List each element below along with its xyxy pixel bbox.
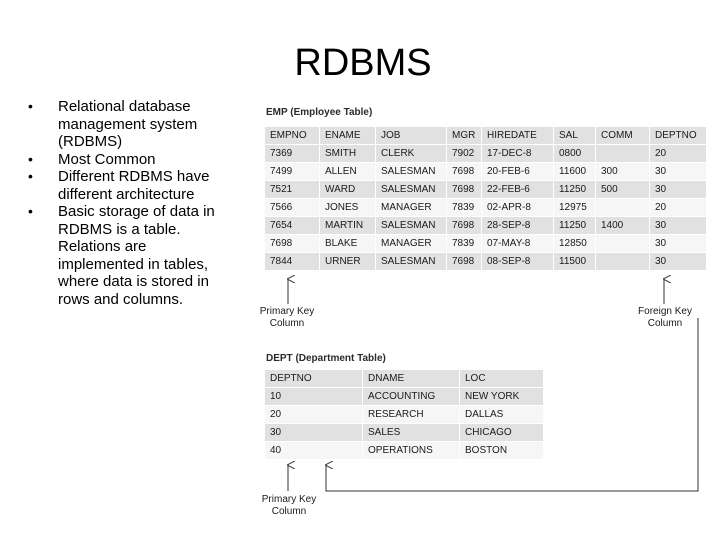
emp-table-row-cell: 07-MAY-8 xyxy=(482,235,554,253)
emp-table-row-cell: WARD xyxy=(320,181,376,199)
emp-table-row-cell: 7369 xyxy=(265,145,320,163)
emp-table-row-cell: 30 xyxy=(650,181,707,199)
emp-table-body xyxy=(265,145,707,271)
emp-table-row xyxy=(265,163,707,181)
emp-column-header: SAL xyxy=(554,127,596,145)
dept-table-row xyxy=(265,388,544,406)
emp-table-row-cell: 20-FEB-6 xyxy=(482,163,554,181)
emp-table-row-cell: 7698 xyxy=(447,163,482,181)
emp-table xyxy=(264,126,707,271)
emp-table-row xyxy=(265,235,707,253)
dept-table xyxy=(264,369,544,460)
emp-table-row-cell: 12850 xyxy=(554,235,596,253)
dept-table-row-cell: RESEARCH xyxy=(363,406,460,424)
emp-table-row-cell: 20 xyxy=(650,199,707,217)
emp-table-row-cell: 7698 xyxy=(447,253,482,271)
emp-column-header: DEPTNO xyxy=(650,127,707,145)
emp-table-row-cell: 11500 xyxy=(554,253,596,271)
emp-table-row-cell: 28-SEP-8 xyxy=(482,217,554,235)
emp-table-row-cell: ALLEN xyxy=(320,163,376,181)
dept-table-row-cell: 30 xyxy=(265,424,363,442)
emp-table-row-cell: 30 xyxy=(650,163,707,181)
emp-table-row-cell: 22-FEB-6 xyxy=(482,181,554,199)
bullet-item xyxy=(28,98,233,151)
emp-column-header: ENAME xyxy=(320,127,376,145)
emp-table-row xyxy=(265,145,707,163)
bullet-list xyxy=(28,98,233,308)
emp-table-row-cell: SALESMAN xyxy=(376,217,447,235)
emp-table-row xyxy=(265,181,707,199)
emp-column-header: JOB xyxy=(376,127,447,145)
emp-table-row-cell: 02-APR-8 xyxy=(482,199,554,217)
emp-table-row-cell: MANAGER xyxy=(376,235,447,253)
emp-table-row-cell: URNER xyxy=(320,253,376,271)
emp-table-row-cell xyxy=(596,235,650,253)
bullet-dot-icon: • xyxy=(28,168,33,184)
emp-table-row-cell: SALESMAN xyxy=(376,181,447,199)
emp-table-row-cell: MANAGER xyxy=(376,199,447,217)
dept-column-header: LOC xyxy=(460,370,544,388)
slide-title: RDBMS xyxy=(294,42,432,84)
emp-foreign-key-label: Foreign Key Column xyxy=(638,306,692,329)
emp-table-row-cell: 7521 xyxy=(265,181,320,199)
dept-table-row xyxy=(265,406,544,424)
dept-table-row-cell: NEW YORK xyxy=(460,388,544,406)
bullet-item xyxy=(28,168,233,203)
emp-table-row xyxy=(265,199,707,217)
emp-table-row-cell: 500 xyxy=(596,181,650,199)
emp-table-row-cell: BLAKE xyxy=(320,235,376,253)
emp-table-row-cell: 7839 xyxy=(447,199,482,217)
emp-table-row-cell: 11600 xyxy=(554,163,596,181)
emp-table-row-cell: SALESMAN xyxy=(376,253,447,271)
bullet-text: Most Common xyxy=(58,150,156,168)
emp-column-header: EMPNO xyxy=(265,127,320,145)
dept-table-row-cell: DALLAS xyxy=(460,406,544,424)
emp-table-row-cell: 7698 xyxy=(447,181,482,199)
bullet-text: Different RDBMS have different architecture xyxy=(58,168,210,203)
dept-column-header: DNAME xyxy=(363,370,460,388)
emp-table-row-cell xyxy=(596,145,650,163)
emp-table-row-cell: 17-DEC-8 xyxy=(482,145,554,163)
dept-table-row xyxy=(265,442,544,460)
emp-column-header: MGR xyxy=(447,127,482,145)
emp-table-row-cell: 300 xyxy=(596,163,650,181)
bullet-item xyxy=(28,151,233,169)
emp-table-row-cell: CLERK xyxy=(376,145,447,163)
dept-table-row-cell: 10 xyxy=(265,388,363,406)
emp-table-row-cell xyxy=(596,199,650,217)
emp-column-header: HIREDATE xyxy=(482,127,554,145)
dept-table-body xyxy=(265,388,544,460)
dept-table-row-cell: CHICAGO xyxy=(460,424,544,442)
dept-table-row-cell: BOSTON xyxy=(460,442,544,460)
emp-table-row-cell: 7839 xyxy=(447,235,482,253)
dept-primary-key-label: Primary Key Column xyxy=(261,494,317,517)
emp-table-row-cell: 7902 xyxy=(447,145,482,163)
emp-table-row-cell: 7698 xyxy=(265,235,320,253)
emp-table-row xyxy=(265,217,707,235)
emp-table-row-cell: 20 xyxy=(650,145,707,163)
emp-table-row-cell: 7566 xyxy=(265,199,320,217)
bullet-item xyxy=(28,203,233,308)
dept-table-caption: DEPT (Department Table) xyxy=(266,353,386,364)
emp-table-row-cell: 30 xyxy=(650,235,707,253)
dept-table-row-cell: OPERATIONS xyxy=(363,442,460,460)
dept-table-row-cell: ACCOUNTING xyxy=(363,388,460,406)
emp-table-row-cell xyxy=(596,253,650,271)
emp-table-row-cell: JONES xyxy=(320,199,376,217)
emp-table-row-cell: 0800 xyxy=(554,145,596,163)
emp-table-row-cell: 7499 xyxy=(265,163,320,181)
emp-table-row-cell: SMITH xyxy=(320,145,376,163)
dept-table-row-cell: SALES xyxy=(363,424,460,442)
emp-table-row-cell: 7844 xyxy=(265,253,320,271)
emp-table-row-cell: 7698 xyxy=(447,217,482,235)
emp-table-caption: EMP (Employee Table) xyxy=(266,107,373,118)
emp-table-row-cell: 08-SEP-8 xyxy=(482,253,554,271)
emp-table-row-cell: 12975 xyxy=(554,199,596,217)
emp-table-row-cell: 30 xyxy=(650,253,707,271)
dept-table-row-cell: 40 xyxy=(265,442,363,460)
bullet-dot-icon: • xyxy=(28,98,33,114)
emp-table-row-cell: 1400 xyxy=(596,217,650,235)
emp-table-row-cell: 11250 xyxy=(554,181,596,199)
emp-primary-key-label: Primary Key Column xyxy=(259,306,315,329)
emp-table-row xyxy=(265,253,707,271)
emp-table-row-cell: SALESMAN xyxy=(376,163,447,181)
dept-table-row-cell: 20 xyxy=(265,406,363,424)
emp-table-row-cell: 30 xyxy=(650,217,707,235)
emp-table-row-cell: MARTIN xyxy=(320,217,376,235)
bullet-dot-icon: • xyxy=(28,203,33,219)
dept-table-row xyxy=(265,424,544,442)
bullet-dot-icon: • xyxy=(28,150,33,167)
bullet-text: Basic storage of data in RDBMS is a table. Relations are implemented in tables, where data is stored in rows and columns. xyxy=(58,203,215,308)
emp-table-row-cell: 7654 xyxy=(265,217,320,235)
emp-table-row-cell: 11250 xyxy=(554,217,596,235)
dept-column-header: DEPTNO xyxy=(265,370,363,388)
bullet-text: Relational database management system (RDBMS) xyxy=(58,98,198,150)
emp-column-header: COMM xyxy=(596,127,650,145)
